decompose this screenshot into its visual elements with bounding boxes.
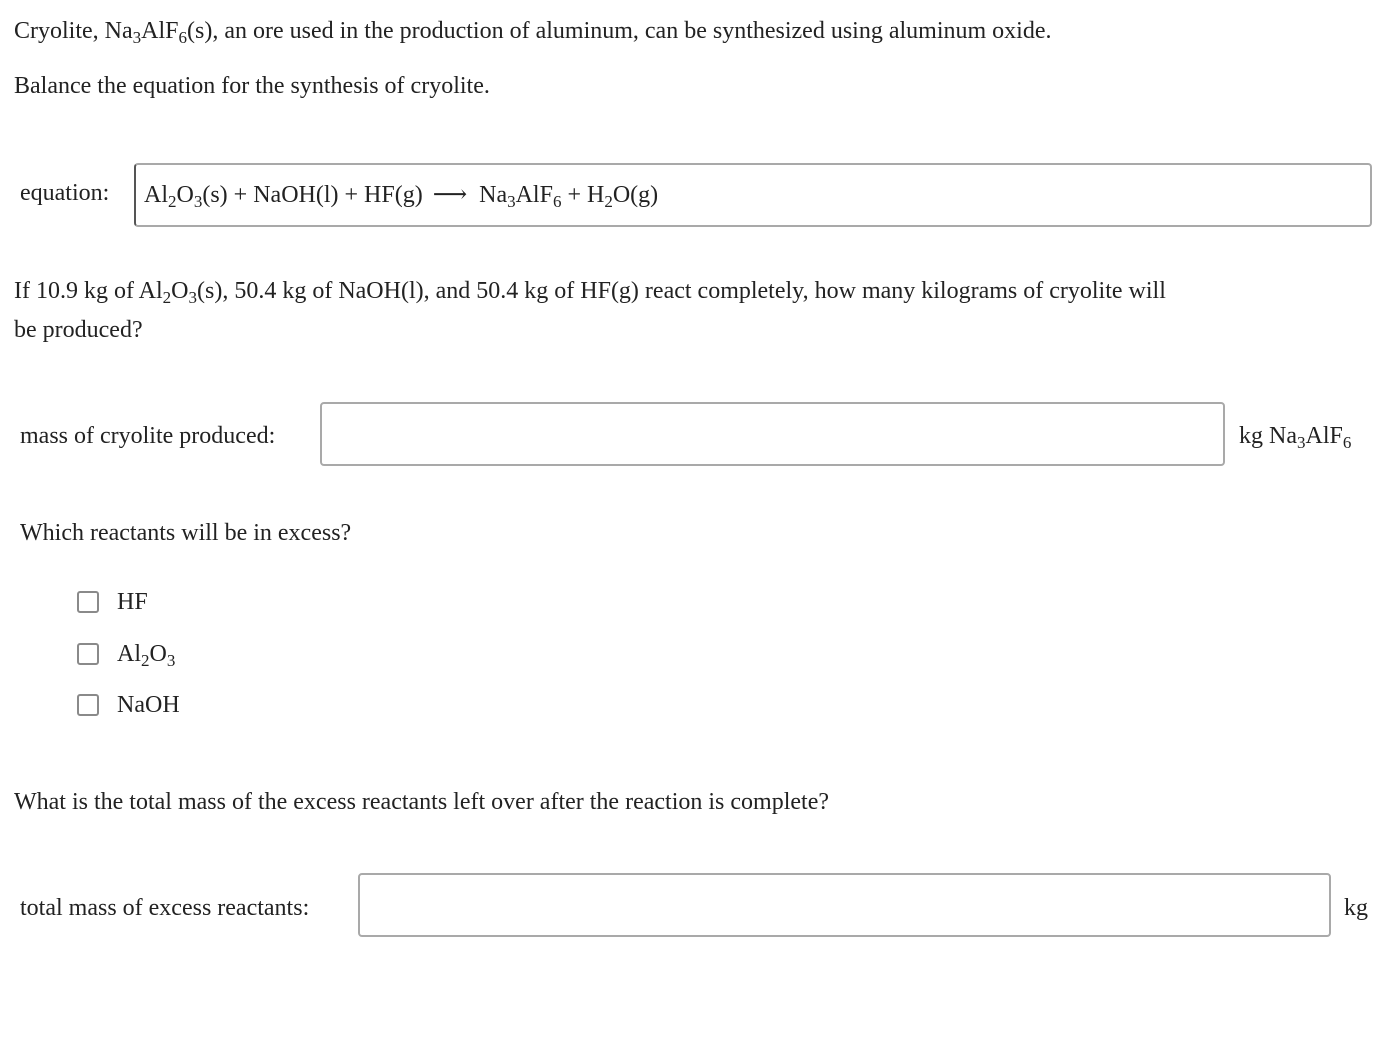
checkbox-naoh[interactable] [77, 694, 99, 716]
term-alf: AlF [515, 182, 553, 208]
option-label: NaOH [117, 692, 180, 718]
formula-al: Al [117, 641, 141, 667]
total-mass-input[interactable] [360, 875, 1329, 935]
coefficient-subscript[interactable]: 2 [168, 192, 177, 211]
equation-editor[interactable] [134, 163, 1372, 227]
term-h: + H [561, 182, 605, 208]
option-naoh[interactable] [77, 691, 180, 719]
question-excess-mass: What is the total mass of the excess reactants left over after the reaction is complete? [14, 789, 829, 815]
term-water: O(g) [612, 182, 659, 208]
intro-sentence [14, 17, 1051, 45]
subscript: 2 [162, 288, 172, 307]
subscript: 3 [166, 651, 176, 670]
unit-text: kg Na [1239, 423, 1297, 449]
equation-content[interactable] [144, 181, 658, 209]
unit-text: AlF [1305, 423, 1343, 449]
option-label: HF [117, 589, 148, 615]
coefficient-subscript[interactable]: 6 [552, 192, 562, 211]
reaction-arrow-icon: ⟶ [432, 182, 468, 208]
subscript: 6 [1342, 433, 1352, 452]
subscript: 3 [132, 28, 142, 47]
excess-question: Which reactants will be in excess? [20, 520, 352, 546]
total-unit: kg [1344, 895, 1368, 921]
mass-field-label: mass of cryolite produced: [20, 423, 276, 449]
term-na: Na [479, 182, 508, 208]
reactants-text: (s) + NaOH(l) + HF(g) [202, 182, 423, 208]
formula-o: O [149, 641, 167, 667]
subscript: 3 [1296, 433, 1306, 452]
coefficient-subscript[interactable]: 3 [507, 192, 516, 211]
coefficient-subscript[interactable]: 3 [193, 192, 203, 211]
checkbox-al2o3[interactable] [77, 643, 99, 665]
option-hf[interactable] [77, 588, 148, 616]
option-label [117, 640, 175, 668]
mass-cryolite-input[interactable] [322, 404, 1223, 464]
intro-text: (s), an ore used in the production of aluminum, can be synthesized using aluminum oxide. [187, 18, 1052, 44]
question-mass [14, 277, 1166, 305]
question-text: If 10.9 kg of [14, 278, 139, 304]
subscript: 3 [188, 288, 197, 307]
mass-cryolite-box [320, 402, 1225, 466]
formula-al: Al [138, 278, 163, 304]
total-field-label: total mass of excess reactants: [20, 895, 310, 921]
total-mass-box [358, 873, 1331, 937]
question-mass-line2: be produced? [14, 317, 143, 343]
coefficient-subscript[interactable]: 2 [604, 192, 613, 211]
checkbox-hf[interactable] [77, 591, 99, 613]
mass-unit [1239, 422, 1351, 450]
equation-label: equation: [20, 180, 110, 206]
formula-o: O [171, 278, 189, 304]
subscript: 6 [178, 28, 187, 47]
formula-na: Na [104, 18, 133, 44]
subscript: 2 [141, 651, 150, 670]
option-al2o3[interactable] [77, 640, 175, 668]
instruction-text: Balance the equation for the synthesis of cryolite. [14, 73, 490, 99]
term-al: Al [144, 182, 168, 208]
intro-text: Cryolite, [14, 18, 105, 44]
term-o: O [176, 182, 194, 208]
question-text: (s), 50.4 kg of NaOH(l), and 50.4 kg of HF(g) react completely, how many kilograms of cryolite will [197, 278, 1166, 304]
formula-alf: AlF [141, 18, 179, 44]
